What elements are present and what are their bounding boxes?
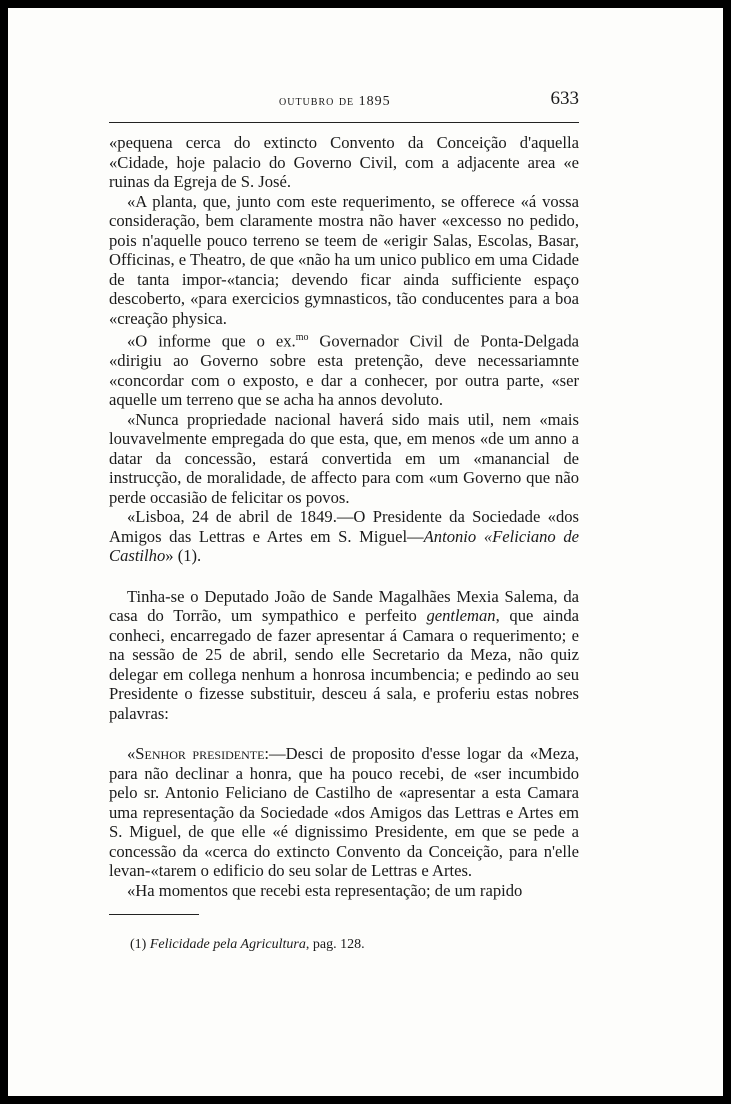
paragraph-2: «A planta, que, junto com este requerimento, se offerece «á vossa consideração, bem claramente mostra não haver «excesso no pedido, pois n'aquelle pouco terreno se teem de «erigir Salas, Escolas, Basar, Officinas, e Theatro, de que «não ha um unico publico em uma Cidade de tanta impor-«tancia; devendo ficar ainda sufficiente espaço descoberto, «para exercicios gymnasticos, tão conducentes para a boa «creação physica. — [109, 191, 579, 328]
footnote-title: Felicidade pela Agricultura — [149, 937, 306, 952]
paragraph-3-rest: Governador Civil de Ponta-Delgada «dirigiu ao Governo sobre esta pretenção, deve necessariamnte «concordar com o exposto, e dar a conhecer, por outra parte, «ser aquelle um terreno que se acha ha annos devoluto. — [109, 331, 579, 410]
footnote — [130, 937, 365, 953]
paragraph-6 — [109, 587, 579, 724]
paragraph-5-start: «Lisboa, 24 de abril de 1849.—O Presidente da Sociedade «dos Amigos das Lettras e Artes em S. Miguel— — [109, 507, 579, 546]
body-text — [109, 133, 579, 900]
superscript-mo: mo — [295, 332, 309, 343]
paragraph-5 — [109, 507, 579, 566]
footnote-divider — [109, 914, 199, 915]
paragraph-1: «pequena cerca do extincto Convento da Conceição d'aquella «Cidade, hoje palacio do Governo Civil, com a adjacente area «e ruinas da Egreja de S. José. — [109, 133, 579, 191]
paragraph-4: «Nunca propriedade nacional haverá sido mais util, nem «mais louvavelmente empregada do que esta, que, em menos «de um anno a datar da concessão, estará convertida em um «manancial de instrucção, de moralidade, de affecto para com «um Governo que não perde occasião de felicitar os povos. — [109, 409, 579, 507]
page-number: 633 — [550, 88, 579, 109]
paragraph-3 — [109, 328, 579, 410]
section-gap-2 — [109, 723, 579, 744]
book-page — [8, 8, 723, 1096]
paragraph-8: «Ha momentos que recebi esta representação; de um rapido — [127, 880, 523, 900]
section-gap — [109, 566, 579, 587]
signature-name: Antonio «Feliciano de Castilho — [109, 526, 579, 566]
gentleman-word: gentleman — [426, 606, 496, 626]
speech-opening: «Senhor presidente — [127, 744, 265, 764]
paragraph-3-start: «O informe que o ex. — [127, 331, 296, 351]
paragraph-7 — [109, 744, 579, 881]
footnote-rest: , pag. 128. — [305, 937, 365, 952]
footnote-marker: (1) — [130, 937, 150, 952]
paragraph-5-end: » (1). — [165, 546, 202, 566]
paragraph-7-rest: :—Desci de proposito d'esse logar da «Meza, para não declinar a honra, que ha pouco recebi, de «ser incumbido pelo sr. Antonio Feliciano de Castilho de «apresentar a esta Camara uma representação da Sociedade «dos Amigos das Lettras e Artes em S. Miguel, de que elle «é dignissimo Presidente, em que se pede a concessão da «cerca do extincto Convento da Conceição, para n'elle levan-«tarem o edificio do seu solar de Lettras e Artes. — [109, 744, 579, 881]
running-head: outubro de 1895 — [279, 94, 391, 109]
page-header — [109, 82, 579, 123]
paragraph-6-start: Tinha-se o Deputado João de Sande Magalhães Mexia Salema, da casa do Torrão, um sympathico e perfeito — [109, 586, 579, 626]
paragraph-6-rest: , que ainda conheci, encarregado de fazer apresentar á Camara o requerimento; e na sessão de 25 de abril, sendo elle Secretario da Meza, não quiz delegar em collega nenhum a honrosa incumbencia; e pedindo ao seu Presidente o fizesse substituir, desceu á sala, e proferiu estas nobres palavras: — [109, 606, 579, 723]
